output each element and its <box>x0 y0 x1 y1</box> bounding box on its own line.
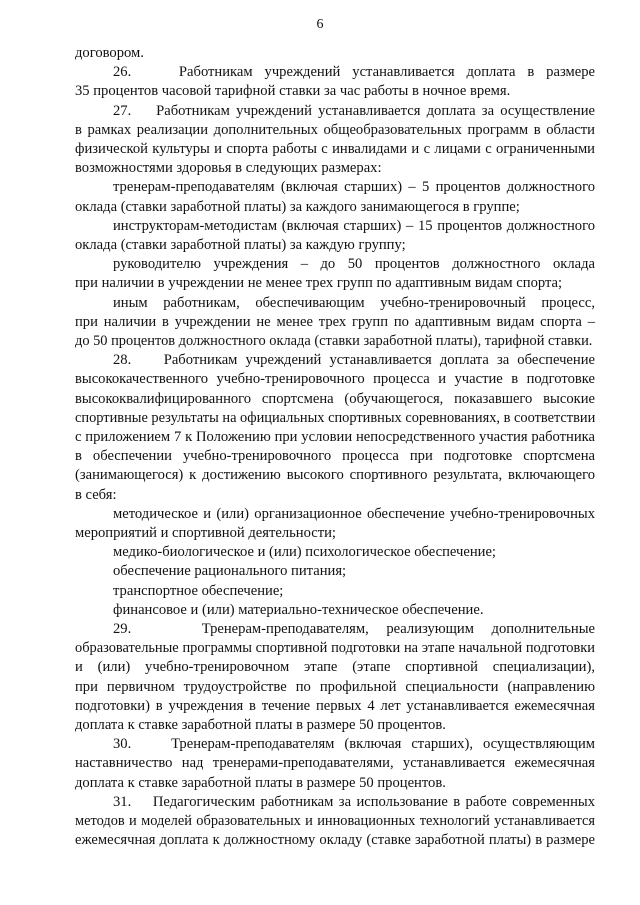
text-line: транспортное обеспечение; <box>113 582 284 599</box>
text-line: руководителю учреждения – до 50 процентов должностного оклада <box>113 256 595 273</box>
text-line: оклада (ставки заработной платы) за каждую группу; <box>75 237 406 253</box>
text-line: при наличии в учреждении не менее трех групп по адаптивным видам спорта; <box>75 275 563 292</box>
text-line: обеспечение рационального питания; <box>113 563 347 580</box>
text-line: инструкторам-методистам (включая старших) – 15 процентов должностного <box>113 217 595 234</box>
text-line: 28. Работникам учреждений устанавливается доплата за обеспечение <box>113 352 595 369</box>
text-line: в себя: <box>75 486 117 503</box>
text-line: медико-биологическое и (или) психологическое обеспечение; <box>113 544 496 561</box>
text-line: образовательные программы спортивной подготовки на этапе начальной подготовки <box>75 640 595 657</box>
text-line: подготовки) в учреждения в течение первых 4 лет устанавливается ежемесячная <box>75 697 595 714</box>
text-line: ежемесячная доплата к должностному окладу (ставке заработной платы) в размере <box>75 832 595 849</box>
text-line: 26. Работникам учреждений устанавливается доплата в размере <box>113 64 595 81</box>
text-line: спортивные результаты на официальных спортивных соревнованиях, в соответствии <box>75 409 596 426</box>
text-line: с приложением 7 к Положению при условии непосредственного участия работника <box>75 429 595 445</box>
text-line: мероприятий и спортивной деятельности; <box>75 525 336 541</box>
text-line: наставничество над тренерами-преподавателями, устанавливается ежемесячная <box>75 755 595 772</box>
text-line: до 50 процентов должностного оклада (ставки заработной платы), тарифной ставки. <box>75 333 593 349</box>
text-line: высококвалифицированного спортсмена (обучающегося, показавшего высокие <box>75 390 595 407</box>
text-line: возможностями здоровья в следующих размерах: <box>75 160 382 177</box>
text-line: в обеспечении учебно-тренировочного процесса при подготовке спортсмена <box>75 448 595 465</box>
text-line: 30. Тренерам-преподавателям (включая старших), осуществляющим <box>113 736 595 753</box>
text-line: 29. Тренерам-преподавателям, реализующим дополнительные <box>113 621 595 637</box>
text-line: высококачественного учебно-тренировочного процесса и участие в подготовке <box>75 371 595 388</box>
text-line: при первичном трудоустройстве по профильной специальности (направлению <box>75 678 595 695</box>
text-line: и (или) учебно-тренировочном этапе (этапе спортивной специализации), <box>75 659 595 676</box>
page-number: 6 <box>316 17 324 32</box>
text-line: (занимающегося) к достижению высокого спортивного результата, включающего <box>75 467 595 484</box>
text-line: 27. Работникам учреждений устанавливается доплата за осуществление <box>113 102 595 119</box>
text-line: доплата к ставке заработной платы в размере 50 процентов. <box>75 717 446 733</box>
text-line: 31. Педагогическим работникам за использование в работе современных <box>113 793 595 810</box>
text-line: тренерам-преподавателям (включая старших) – 5 процентов должностного <box>113 179 595 196</box>
text-line: финансовое и (или) материально-техническое обеспечение. <box>113 601 484 618</box>
text-line: физической культуры и спорта работы с инвалидами и с лицами с ограниченными <box>75 141 595 157</box>
text-line: методическое и (или) организационное обеспечение учебно-тренировочных <box>113 505 595 522</box>
text-line: в рамках реализации дополнительных общеобразовательных программ в области <box>75 121 595 138</box>
text-line: иным работникам, обеспечивающим учебно-тренировочный процесс, <box>113 294 595 311</box>
text-line: доплата к ставке заработной платы в размере 50 процентов. <box>75 774 446 791</box>
text-line: договором. <box>75 45 144 61</box>
text-line: методов и моделей образовательных и инновационных технологий устанавливается <box>75 813 595 829</box>
text-line: при наличии в учреждении не менее трех групп по адаптивным видам спорта – <box>75 313 595 330</box>
text-line: оклада (ставки заработной платы) за каждого занимающегося в группе; <box>75 198 520 215</box>
text-line: 35 процентов часовой тарифной ставки за час работы в ночное время. <box>75 83 511 100</box>
